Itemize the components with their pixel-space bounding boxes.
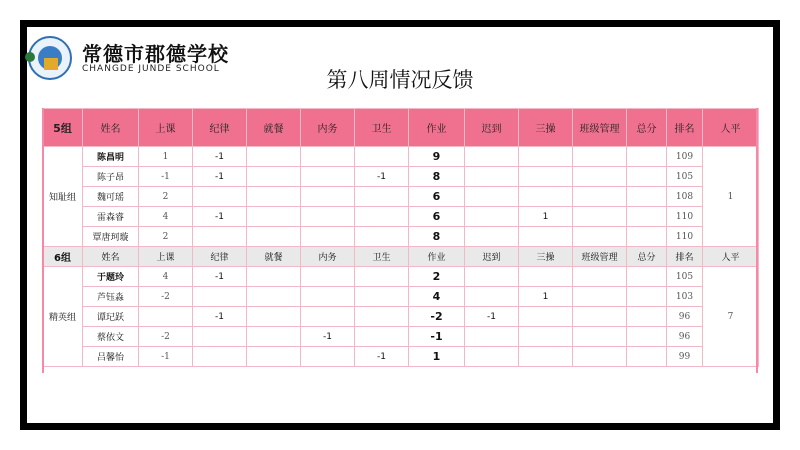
score-cell <box>355 227 409 247</box>
score-cell <box>519 267 573 287</box>
group5-header-row <box>43 109 759 147</box>
table-row <box>43 167 759 187</box>
score-cell: 6 <box>409 187 465 207</box>
score-cell <box>247 287 301 307</box>
group6-header-row <box>43 247 759 267</box>
score-cell <box>519 327 573 347</box>
score-cell: -1 <box>355 167 409 187</box>
student-name: 谭玘跃 <box>83 307 139 327</box>
column-header: 就餐 <box>247 109 301 147</box>
score-cell <box>465 347 519 367</box>
score-cell: 6 <box>409 207 465 227</box>
score-cell: -1 <box>355 347 409 367</box>
score-cell <box>301 347 355 367</box>
score-cell <box>465 327 519 347</box>
student-name: 陈昌明 <box>83 147 139 167</box>
score-cell <box>519 227 573 247</box>
score-cell <box>193 227 247 247</box>
table-row <box>43 307 759 327</box>
column-header: 三操 <box>519 247 573 267</box>
score-cell <box>247 207 301 227</box>
score-cell <box>627 227 667 247</box>
total-score: 108 <box>667 187 703 207</box>
student-name: 陈子昂 <box>83 167 139 187</box>
score-cell <box>465 287 519 307</box>
score-cell <box>573 147 627 167</box>
score-cell <box>573 327 627 347</box>
total-score: 105 <box>667 267 703 287</box>
score-cell: -1 <box>139 347 193 367</box>
total-score: 110 <box>667 227 703 247</box>
score-cell: 1 <box>409 347 465 367</box>
column-header: 上课 <box>139 109 193 147</box>
score-cell <box>627 167 667 187</box>
score-cell <box>247 227 301 247</box>
column-header: 纪律 <box>193 247 247 267</box>
total-score: 110 <box>667 207 703 227</box>
score-cell <box>465 167 519 187</box>
score-cell <box>627 347 667 367</box>
score-cell <box>355 307 409 327</box>
score-cell <box>465 267 519 287</box>
rank-cell: 1 <box>703 147 759 247</box>
score-cell: -2 <box>139 327 193 347</box>
score-cell <box>519 147 573 167</box>
total-score: 96 <box>667 307 703 327</box>
column-header: 排名 <box>667 109 703 147</box>
score-cell <box>573 187 627 207</box>
rank-cell: 7 <box>703 267 759 367</box>
score-cell <box>301 287 355 307</box>
feedback-table <box>42 108 759 367</box>
score-cell <box>465 227 519 247</box>
column-header: 三操 <box>519 109 573 147</box>
table-row <box>43 227 759 247</box>
student-name: 于题玲 <box>83 267 139 287</box>
score-cell: -1 <box>193 167 247 187</box>
right-accent-bar <box>756 108 758 373</box>
score-cell <box>465 147 519 167</box>
score-cell <box>573 267 627 287</box>
score-cell <box>247 347 301 367</box>
score-cell <box>139 307 193 327</box>
score-cell <box>355 327 409 347</box>
student-name: 覃唐珂璇 <box>83 227 139 247</box>
score-cell: 8 <box>409 227 465 247</box>
score-cell <box>301 227 355 247</box>
school-name-en: CHANGDE JUNDE SCHOOL <box>82 64 220 74</box>
table-row <box>43 207 759 227</box>
column-header: 内务 <box>301 109 355 147</box>
column-header: 人平 <box>703 247 759 267</box>
score-cell <box>193 187 247 207</box>
score-cell: 1 <box>519 287 573 307</box>
score-cell <box>465 187 519 207</box>
page-title: 第八周情况反馈 <box>326 68 474 92</box>
score-cell: 1 <box>519 207 573 227</box>
column-header: 姓名 <box>83 109 139 147</box>
score-cell <box>573 207 627 227</box>
team-name: 精英组 <box>43 267 83 367</box>
score-cell: 2 <box>139 187 193 207</box>
score-cell <box>193 327 247 347</box>
score-cell <box>247 267 301 287</box>
column-header: 迟到 <box>465 109 519 147</box>
student-name: 蔡依文 <box>83 327 139 347</box>
score-cell <box>573 347 627 367</box>
total-score: 99 <box>667 347 703 367</box>
score-cell <box>627 307 667 327</box>
score-cell <box>627 147 667 167</box>
score-cell <box>573 287 627 307</box>
total-score: 109 <box>667 147 703 167</box>
score-cell: 2 <box>139 227 193 247</box>
table-row <box>43 187 759 207</box>
score-cell <box>247 167 301 187</box>
student-name: 雷森睿 <box>83 207 139 227</box>
score-cell <box>355 147 409 167</box>
green-dot-icon <box>25 52 35 62</box>
column-header: 人平 <box>703 109 759 147</box>
score-cell <box>519 307 573 327</box>
score-cell: -1 <box>193 267 247 287</box>
total-score: 105 <box>667 167 703 187</box>
score-cell: -1 <box>193 147 247 167</box>
score-cell <box>355 207 409 227</box>
score-cell: 2 <box>409 267 465 287</box>
score-cell <box>465 207 519 227</box>
column-header: 卫生 <box>355 109 409 147</box>
score-cell: 8 <box>409 167 465 187</box>
column-header: 班级管理 <box>573 109 627 147</box>
column-header: 姓名 <box>83 247 139 267</box>
score-cell <box>301 207 355 227</box>
score-cell: -2 <box>409 307 465 327</box>
column-header: 就餐 <box>247 247 301 267</box>
score-cell <box>301 147 355 167</box>
score-cell: -1 <box>193 207 247 227</box>
score-cell <box>519 347 573 367</box>
score-cell <box>627 327 667 347</box>
score-cell <box>573 167 627 187</box>
table-row <box>43 147 759 167</box>
left-accent-bar <box>42 108 44 373</box>
column-header: 5组 <box>43 109 83 147</box>
column-header: 纪律 <box>193 109 247 147</box>
school-name-cn: 常德市郡德学校 <box>82 42 229 66</box>
score-cell <box>627 187 667 207</box>
score-cell <box>573 307 627 327</box>
score-cell: 4 <box>409 287 465 307</box>
score-cell: -1 <box>409 327 465 347</box>
column-header: 排名 <box>667 247 703 267</box>
total-score: 96 <box>667 327 703 347</box>
score-cell <box>247 307 301 327</box>
student-name: 芦钰淼 <box>83 287 139 307</box>
score-cell <box>627 207 667 227</box>
score-cell <box>519 167 573 187</box>
column-header: 作业 <box>409 247 465 267</box>
score-cell <box>573 227 627 247</box>
column-header: 总分 <box>627 247 667 267</box>
score-cell: -1 <box>465 307 519 327</box>
column-header: 迟到 <box>465 247 519 267</box>
score-cell <box>301 167 355 187</box>
column-header: 上课 <box>139 247 193 267</box>
table-row <box>43 267 759 287</box>
score-cell: 1 <box>139 147 193 167</box>
score-cell: 4 <box>139 267 193 287</box>
score-cell: -1 <box>193 307 247 327</box>
score-cell: 4 <box>139 207 193 227</box>
table-row <box>43 347 759 367</box>
table-row <box>43 327 759 347</box>
student-name: 吕馨怡 <box>83 347 139 367</box>
score-cell <box>193 347 247 367</box>
score-cell <box>301 307 355 327</box>
team-name: 知耻组 <box>43 147 83 247</box>
column-header: 班级管理 <box>573 247 627 267</box>
column-header: 总分 <box>627 109 667 147</box>
score-cell <box>193 287 247 307</box>
score-cell <box>301 187 355 207</box>
score-cell: -1 <box>301 327 355 347</box>
score-cell: 9 <box>409 147 465 167</box>
score-cell <box>627 267 667 287</box>
score-cell <box>247 187 301 207</box>
score-cell <box>247 327 301 347</box>
score-cell <box>519 187 573 207</box>
score-cell <box>355 187 409 207</box>
score-cell: -1 <box>139 167 193 187</box>
score-cell <box>247 147 301 167</box>
score-cell <box>355 267 409 287</box>
score-cell <box>627 287 667 307</box>
table-row <box>43 287 759 307</box>
score-cell: -2 <box>139 287 193 307</box>
score-cell <box>355 287 409 307</box>
score-cell <box>301 267 355 287</box>
column-header: 内务 <box>301 247 355 267</box>
column-header: 卫生 <box>355 247 409 267</box>
column-header: 作业 <box>409 109 465 147</box>
column-header: 6组 <box>43 247 83 267</box>
student-name: 魏可瑶 <box>83 187 139 207</box>
total-score: 103 <box>667 287 703 307</box>
